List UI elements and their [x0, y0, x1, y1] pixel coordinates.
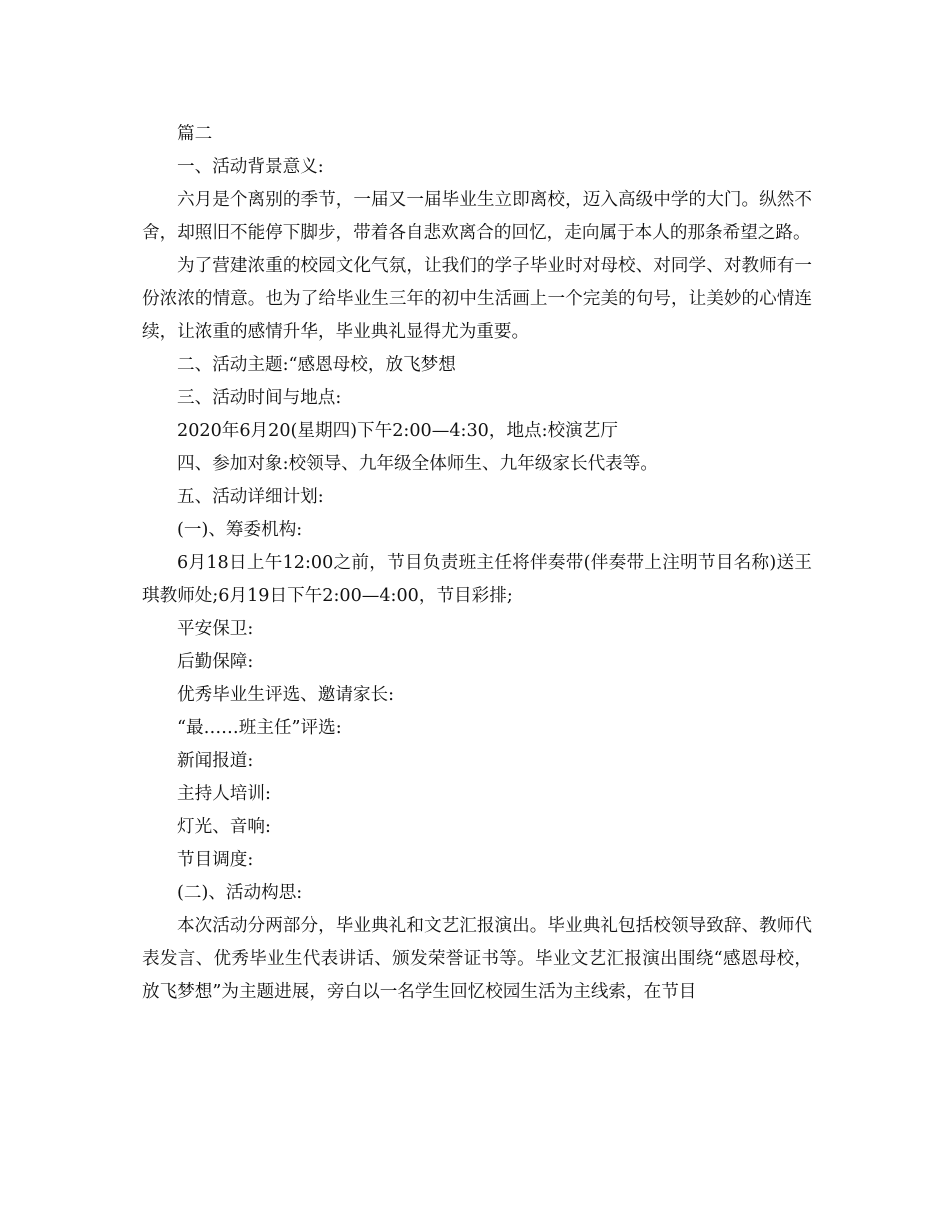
list-item-security: 平安保卫: [177, 619, 254, 639]
list-item-program-scheduling: 节目调度: [177, 850, 254, 870]
paragraph-concept: 本次活动分两部分，毕业典礼和文艺汇报演出。毕业典礼包括校领导致辞、教师代表发言、优秀毕业生代表讲话、颁发荣誉证书等。毕业文艺汇报演出围绕“感恩母校，放飞梦想”为主题进展，旁白以一名学生回忆校园生活为主线索，在节目 [142, 916, 812, 1002]
list-item-teacher-award: “最……班主任”评选: [177, 718, 342, 738]
list-item-host-training: 主持人培训: [177, 784, 271, 804]
document-body [142, 118, 812, 1009]
heading-theme: 二、活动主题:“感恩母校，放飞梦想 [177, 355, 456, 375]
heading-plan: 五、活动详细计划: [177, 487, 324, 507]
subheading-concept: (二)、活动构思: [177, 883, 303, 903]
list-item-selection: 优秀毕业生评选、邀请家长: [177, 685, 395, 705]
paragraph-background-2: 为了营建浓重的校园文化气氛，让我们的学子毕业时对母校、对同学、对教师有一份浓浓的情意。也为了给毕业生三年的初中生活画上一个完美的句号，让美妙的心情连续，让浓重的感情升华，毕业典礼显得尤为重要。 [142, 256, 812, 342]
list-item-logistics: 后勤保障: [177, 652, 254, 672]
paragraph-background-1: 六月是个离别的季节，一届又一届毕业生立即离校，迈入高级中学的大门。纵然不舍，却照旧不能停下脚步，带着各自悲欢离合的回忆，走向属于本人的那条希望之路。 [142, 190, 812, 243]
heading-time-place: 三、活动时间与地点: [177, 388, 342, 408]
list-item-news: 新闻报道: [177, 751, 254, 771]
section-title: 篇二 [177, 124, 213, 144]
heading-participants: 四、参加对象:校领导、九年级全体师生、九年级家长代表等。 [177, 454, 658, 474]
paragraph-schedule: 6月18日上午12:00之前，节目负责班主任将伴奏带(伴奏带上注明节目名称)送王琪教师处;6月19日下午2:00—4:00，节目彩排; [142, 553, 812, 606]
list-item-lighting-sound: 灯光、音响: [177, 817, 271, 837]
paragraph-time-place: 2020年6月20(星期四)下午2:00—4:30，地点:校演艺厅 [177, 421, 618, 441]
heading-background: 一、活动背景意义: [177, 157, 324, 177]
subheading-committee: (一)、筹委机构: [177, 520, 303, 540]
